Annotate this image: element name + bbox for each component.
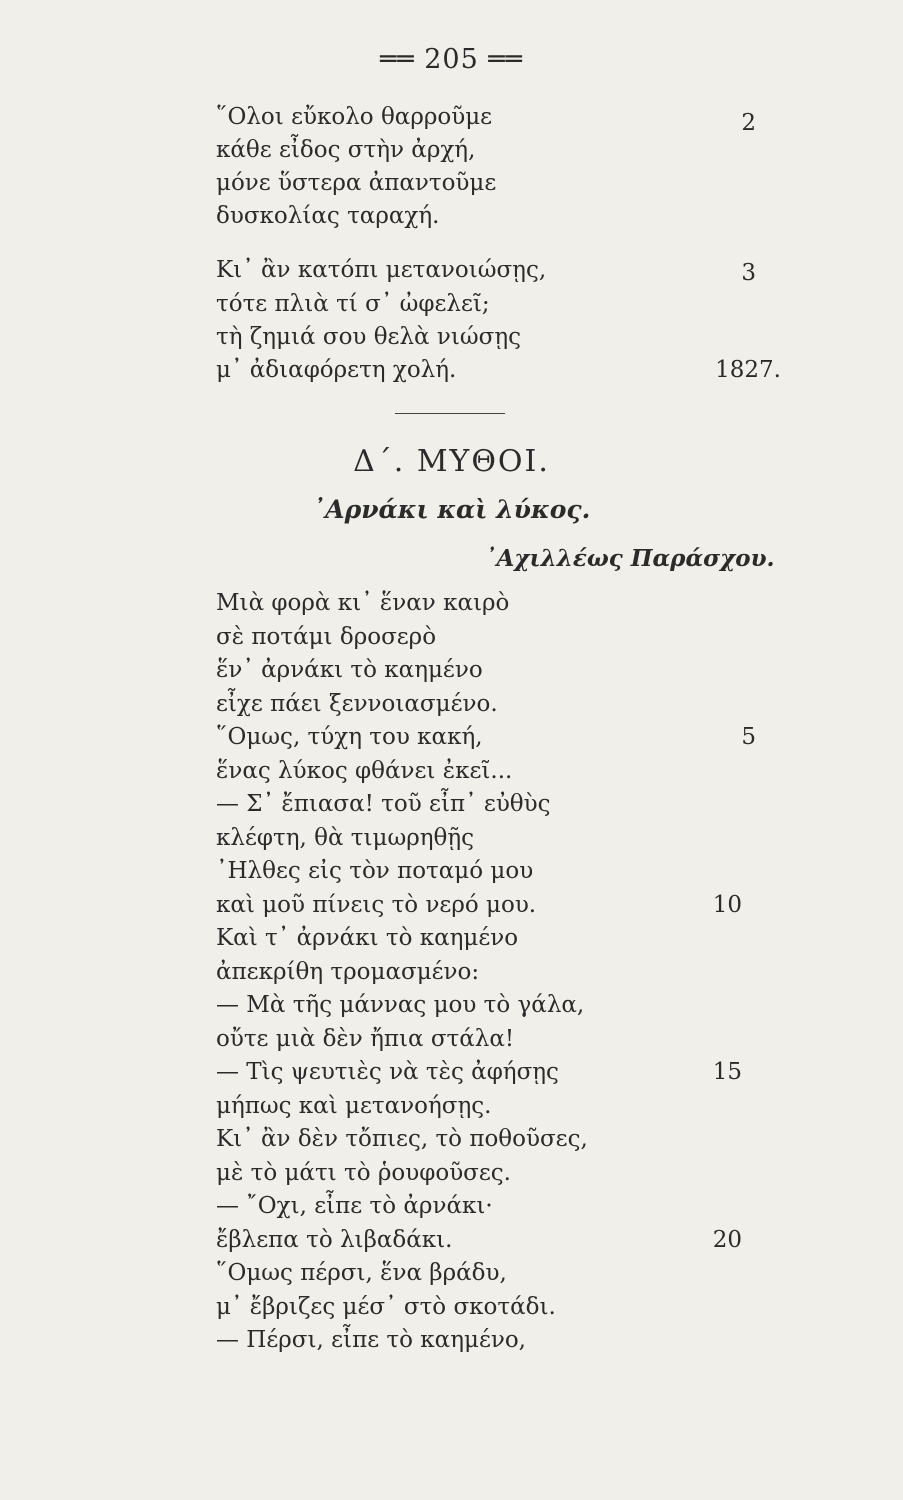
verse-line: — Σ᾽ ἔπιασα! τοῦ εἶπ᾽ εὐθὺς — [216, 791, 551, 817]
verse-line: Κι᾽ ἂν κατόπι μετανοιώσῃς, — [216, 257, 547, 283]
stanza-number: 2 — [741, 110, 756, 136]
verse-line: τότε πλιὰ τί σ᾽ ὠφελεῖ; — [216, 291, 490, 317]
verse-line: Κι᾽ ἂν δὲν τὄπιες, τὸ ποθοῦσες, — [216, 1126, 588, 1152]
verse-line: ἕν᾽ ἀρνάκι τὸ καημένο — [216, 657, 483, 683]
verse-line: μόνε ὕστερα ἀπαντοῦμε — [216, 170, 497, 196]
verse-line: ῞Ολοι εὔκολο θαρροῦμε — [216, 104, 493, 130]
line-number: 15 — [712, 1059, 742, 1085]
page-number: ══ 205 ══ — [380, 44, 523, 75]
verse-line: δυσκολίας ταραχή. — [216, 203, 440, 229]
verse-line: — Πέρσι, εἶπε τὸ καημένο, — [216, 1327, 526, 1353]
year: 1827. — [715, 357, 781, 383]
stanza-number: 3 — [741, 260, 756, 286]
verse-line: ἀπεκρίθη τρομασμένο: — [216, 959, 480, 985]
line-number: 20 — [712, 1227, 742, 1253]
verse-line: μήπως καὶ μετανοήσῃς. — [216, 1093, 492, 1119]
verse-line: ἕνας λύκος φθάνει ἐκεῖ... — [216, 758, 513, 784]
poem-title: ᾿Αρνάκι καὶ λύκος. — [312, 495, 591, 524]
verse-line: καὶ μοῦ πίνεις τὸ νερό μου. — [216, 892, 537, 918]
divider — [395, 413, 505, 414]
verse-line: ἔβλεπα τὸ λιβαδάκι. — [216, 1227, 453, 1253]
verse-line: μὲ τὸ μάτι τὸ ῥουφοῦσες. — [216, 1160, 511, 1186]
verse-line: κάθε εἶδος στὴν ἀρχή, — [216, 137, 476, 163]
verse-line: σὲ ποτάμι δροσερὸ — [216, 624, 437, 650]
verse-line: μ᾽ ἔβριζες μέσ᾽ στὸ σκοτάδι. — [216, 1294, 556, 1320]
verse-line: ᾿Ηλθες εἰς τὸν ποταμό μου — [216, 858, 534, 884]
verse-line: μ᾽ ἀδιαφόρετη χολή. — [216, 357, 457, 383]
verse-line: — Μὰ τῆς μάννας μου τὸ γάλα, — [216, 992, 585, 1018]
verse-line: ῞Ομως πέρσι, ἕνα βράδυ, — [216, 1260, 507, 1286]
verse-line: — Τὶς ψευτιὲς νὰ τὲς ἀφήσῃς — [216, 1059, 559, 1085]
section-title: Δ΄. ΜΥΘΟΙ. — [353, 444, 550, 479]
verse-line: Μιὰ φορὰ κι᾽ ἕναν καιρὸ — [216, 590, 510, 616]
verse-line: οὔτε μιὰ δὲν ἤπια στάλα! — [216, 1026, 515, 1052]
line-number: 10 — [712, 892, 742, 918]
verse-line: κλέφτη, θὰ τιμωρηθῇς — [216, 825, 475, 851]
verse-line: ῞Ομως, τύχη του κακή, — [216, 724, 483, 750]
verse-line: εἶχε πάει ξεννοιασμένο. — [216, 691, 498, 717]
verse-line: — ῎Οχι, εἶπε τὸ ἀρνάκι· — [216, 1193, 493, 1219]
line-number: 5 — [741, 724, 756, 750]
poem-author: ᾿Αχιλλέως Παράσχου. — [485, 545, 775, 572]
verse-line: τὴ ζημιά σου θελὰ νιώσῃς — [216, 324, 522, 350]
verse-line: Καὶ τ᾽ ἀρνάκι τὸ καημένο — [216, 925, 519, 951]
